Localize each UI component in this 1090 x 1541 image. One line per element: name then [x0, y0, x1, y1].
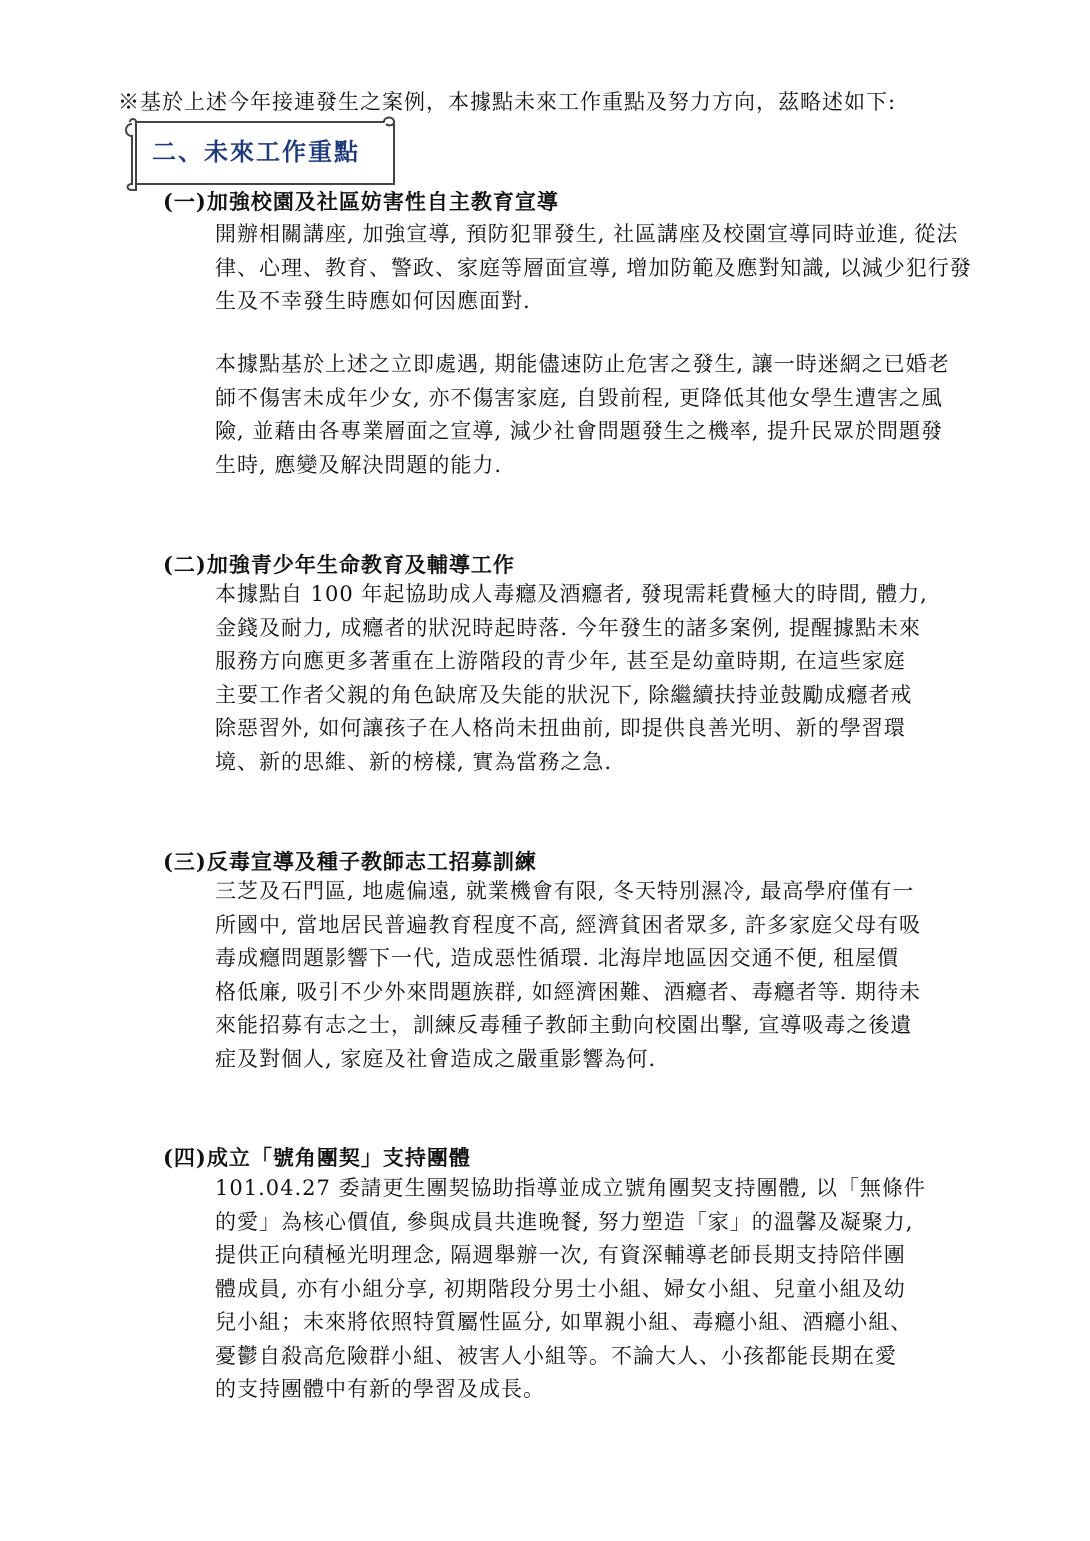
text-line: 101.04.27 委請更生團契協助指導並成立號角團契支持團體, 以「無條件 [215, 1176, 926, 1200]
text-line: 的愛」為核心價值, 參與成員共進晚餐, 努力塑造「家」的溫馨及凝聚力, [215, 1209, 914, 1234]
text-line: 主要工作者父親的角色缺席及失能的狀況下, 除繼續扶持並鼓勵成癮者戒 [215, 682, 913, 707]
text-line: 所國中, 當地居民普遍教育程度不高, 經濟貧困者眾多, 許多家庭父母有吸 [215, 912, 922, 937]
text-line: 憂鬱自殺高危險群小組、被害人小組等。不論大人、小孩都能長期在愛 [215, 1343, 897, 1368]
text-line: 來能招募有志之士，訓練反毒種子教師主動向校園出擊, 宣導吸毒之後遺 [215, 1013, 913, 1037]
text-line: 兒小組；未來將依照特質屬性區分, 如單親小組、毒癮小組、酒癮小組、 [215, 1310, 913, 1334]
text-line: 律、心理、教育、警政、家庭等層面宣導, 增加防範及應對知識, 以減少犯行發 [215, 255, 972, 280]
section-heading-2: (二)加強青少年生命教育及輔導工作 [163, 552, 515, 577]
section-title-banner [122, 114, 398, 192]
section-4-paragraph-1 [215, 1172, 1015, 1407]
text-line: 提供正向積極光明理念, 隔週舉辦一次, 有資深輔導老師長期支持陪伴團 [215, 1243, 906, 1267]
section-heading-1: (一)加強校園及社區妨害性自主教育宣導 [163, 189, 559, 214]
text-line: 險, 並藉由各專業層面之宣導, 減少社會問題發生之機率, 提升民眾於問題發 [215, 419, 944, 443]
section-heading-4: (四)成立「號角團契」支持團體 [163, 1145, 471, 1170]
text-line: 生及不幸發生時應如何因應面對. [215, 289, 531, 313]
section-1-paragraph-1 [215, 218, 1015, 319]
text-line: 症及對個人, 家庭及社會造成之嚴重影響為何. [215, 1046, 657, 1071]
text-line: 境、新的思維、新的榜樣, 實為當務之急. [215, 749, 613, 774]
intro-text: ※基於上述今年接連發生之案例，本據點未來工作重點及努力方向，茲略述如下: [118, 90, 897, 114]
text-line: 格低廉, 吸引不少外來問題族群, 如經濟困難、酒癮者、毒癮者等. 期待未 [215, 979, 922, 1004]
text-line: 三芝及石門區, 地處偏遠, 就業機會有限, 冬天特別濕冷, 最高學府僅有一 [215, 879, 915, 903]
text-line: 服務方向應更多著重在上游階段的青少年, 甚至是幼童時期, 在這些家庭 [215, 649, 906, 673]
section-1-paragraph-2 [215, 348, 1015, 482]
text-line: 毒成癮問題影響下一代, 造成惡性循環. 北海岸地區因交通不便, 租屋價 [215, 946, 900, 970]
text-line: 開辦相關講座, 加強宣導, 預防犯罪發生, 社區講座及校園宣導同時並進, 從法 [215, 222, 959, 246]
section-2-paragraph-1 [215, 578, 1015, 779]
text-line: 生時, 應變及解決問題的能力. [215, 452, 503, 477]
section-title: 二、未來工作重點 [152, 137, 360, 166]
text-line: 師不傷害未成年少女, 亦不傷害家庭, 自毀前程, 更降低其他女學生遭害之風 [215, 385, 944, 410]
text-line: 除惡習外, 如何讓孩子在人格尚未扭曲前, 即提供良善光明、新的學習環 [215, 716, 906, 740]
text-line: 本據點基於上述之立即處遇, 期能儘速防止危害之發生, 讓一時迷網之已婚老 [215, 352, 950, 376]
section-3-paragraph-1 [215, 875, 1015, 1076]
text-line: 金錢及耐力, 成癮者的狀況時起時落. 今年發生的諸多案例, 提醒據點未來 [215, 615, 922, 640]
text-line: 的支持團體中有新的學習及成長。 [215, 1377, 545, 1401]
text-line: 體成員, 亦有小組分享, 初期階段分男士小組、婦女小組、兒童小組及幼 [215, 1276, 906, 1301]
text-line: 本據點自 100 年起協助成人毒癮及酒癮者, 發現需耗費極大的時間, 體力, [215, 582, 928, 606]
section-heading-3: (三)反毒宣導及種子教師志工招募訓練 [163, 849, 537, 874]
